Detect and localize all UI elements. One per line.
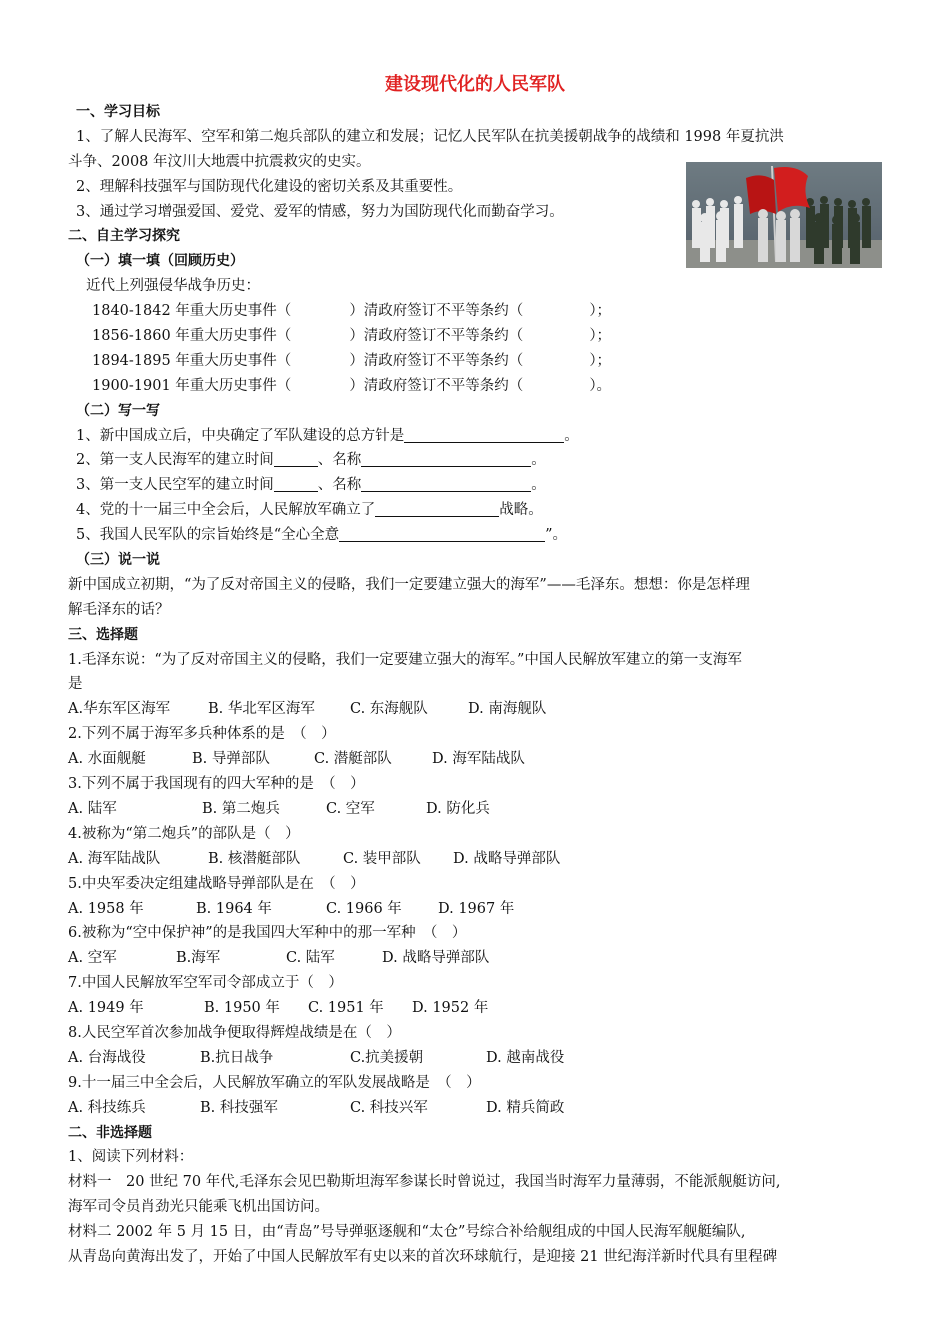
choice-option[interactable]: B.海军 — [176, 950, 221, 967]
choice-option[interactable]: B. 导弹部队 — [192, 751, 270, 768]
choice-option[interactable]: C. 东海舰队 — [350, 701, 428, 718]
write-question-2 — [68, 448, 883, 473]
choice-option[interactable]: C.抗美援朝 — [350, 1049, 424, 1066]
question-text: 、名称 — [317, 477, 362, 494]
choice-option[interactable]: B.抗日战争 — [200, 1049, 274, 1066]
choice-options — [68, 847, 883, 872]
choice-option[interactable]: B. 科技强军 — [200, 1099, 278, 1116]
section-heading-choice: 三、选择题 — [68, 626, 138, 643]
question-end: ”。 — [545, 527, 568, 544]
choice-option[interactable]: D. 精兵简政 — [486, 1099, 565, 1116]
history-row-end: ）。 — [589, 377, 612, 394]
choice-question-stem: 6.被称为“空中保护神”的是我国四大军种中的那一军种 （ ） — [68, 925, 467, 942]
choice-options — [68, 897, 883, 922]
section-heading-goals: 一、学习目标 — [76, 104, 160, 120]
choice-options — [68, 1096, 883, 1121]
history-row-years: 1856-1860 年重大历史事件（ — [92, 328, 292, 345]
choice-option[interactable]: C. 装甲部队 — [343, 850, 421, 867]
choice-options — [68, 797, 883, 822]
history-row-treaty: ）清政府签订不平等条约（ — [349, 352, 524, 369]
question-end: 战略。 — [499, 502, 543, 519]
choice-options — [68, 996, 883, 1021]
choice-option[interactable]: C. 陆军 — [286, 950, 335, 967]
history-row-treaty: ）清政府签订不平等条约（ — [349, 303, 524, 320]
write-question-1 — [68, 424, 883, 449]
subheading-fill: （一）填一填（回顾历史） — [76, 253, 244, 270]
goal-3: 3、通过学习增强爱国、爱党、爱军的情感，努力为国防现代化而勤奋学习。 — [76, 203, 564, 220]
question-end: 。 — [564, 427, 579, 444]
history-row-years: 1900-1901 年重大历史事件（ — [92, 377, 292, 394]
question-text: 5、我国人民军队的宗旨始终是“全心全意 — [76, 527, 340, 544]
choice-options — [68, 697, 883, 722]
choice-option[interactable]: A. 空军 — [68, 950, 117, 967]
choice-option[interactable]: A. 海军陆战队 — [68, 850, 161, 867]
choice-option[interactable]: A. 陆军 — [68, 800, 117, 817]
choice-option[interactable]: C. 潜艇部队 — [314, 751, 392, 768]
history-row-years: 1840-1842 年重大历史事件（ — [92, 303, 292, 320]
choice-option[interactable]: D. 海军陆战队 — [432, 751, 525, 768]
choice-option[interactable]: D. 1952 年 — [412, 1000, 489, 1017]
goal-1-line-a: 1、了解人民海军、空军和第二炮兵部队的建立和发展；记忆人民军队在抗美援朝战争的战绩和 1998 年夏抗洪 — [76, 128, 784, 145]
choice-option[interactable]: C. 科技兴军 — [350, 1099, 428, 1116]
discuss-text-b: 解毛泽东的话？ — [68, 601, 170, 618]
answer-blank[interactable] — [404, 426, 564, 443]
write-question-4 — [68, 498, 883, 523]
choice-question-stem: 1.毛泽东说：“为了反对帝国主义的侵略，我们一定要建立强大的海军。”中国人民解放军建立的第一支海军 — [68, 651, 742, 668]
choice-question-stem: 3.下列不属于我国现有的四大军种的是 （ ） — [68, 776, 365, 793]
history-row-end: ）； — [589, 303, 612, 320]
page-title: 建设现代化的人民军队 — [385, 74, 565, 95]
answer-blank[interactable] — [339, 525, 545, 542]
choice-question-stem: 4.被称为“第二炮兵”的部队是（ ） — [68, 825, 300, 842]
history-row-end: ）； — [589, 352, 612, 369]
question-text: 、名称 — [317, 452, 362, 469]
choice-option[interactable]: D. 防化兵 — [426, 800, 490, 817]
choice-option[interactable]: D. 1967 年 — [438, 900, 515, 917]
material-2-b: 从青岛向黄海出发了，开始了中国人民解放军有史以来的首次环球航行，是迎接 21 世纪海洋新时代具有里程碑 — [68, 1248, 778, 1265]
choice-option[interactable]: D. 越南战役 — [486, 1049, 565, 1066]
question-end: 。 — [531, 452, 546, 469]
choice-option[interactable]: A. 1949 年 — [68, 1000, 144, 1017]
choice-option[interactable]: A. 台海战役 — [68, 1049, 146, 1066]
section-heading-explore: 二、自主学习探究 — [68, 228, 180, 245]
history-row — [68, 349, 883, 374]
history-row-treaty: ）清政府签订不平等条约（ — [349, 377, 524, 394]
question-text: 2、第一支人民海军的建立时间 — [76, 452, 274, 469]
choice-question-stem: 5.中央军委决定组建战略导弹部队是在 （ ） — [68, 875, 365, 892]
answer-blank[interactable] — [361, 475, 531, 492]
write-question-3 — [68, 473, 883, 498]
choice-option[interactable]: B. 1964 年 — [196, 900, 272, 917]
choice-option[interactable]: A.华东军区海军 — [68, 701, 171, 718]
history-row — [68, 324, 883, 349]
choice-option[interactable]: B. 核潜艇部队 — [208, 850, 301, 867]
answer-blank[interactable] — [274, 450, 318, 467]
write-question-5 — [68, 523, 883, 548]
section-heading-nonchoice: 二、非选择题 — [68, 1124, 152, 1141]
discuss-text-a: 新中国成立初期，“为了反对帝国主义的侵略，我们一定要建立强大的海军”——毛泽东。想想：你是怎样理 — [68, 576, 750, 593]
choice-option[interactable]: A. 1958 年 — [68, 900, 144, 917]
answer-blank[interactable] — [375, 500, 499, 517]
choice-option[interactable]: B. 第二炮兵 — [202, 800, 280, 817]
question-text: 4、党的十一届三中全会后，人民解放军确立了 — [76, 502, 376, 519]
material-2-a: 材料二 2002 年 5 月 15 日，由“青岛”号导弹驱逐舰和“太仓”号综合补给舰组成的中国人民海军舰艇编队, — [68, 1224, 746, 1241]
choice-question-stem: 2.下列不属于海军多兵种体系的是 （ ） — [68, 726, 336, 743]
choice-option[interactable]: A. 水面舰艇 — [68, 751, 146, 768]
choice-option[interactable]: C. 1966 年 — [326, 900, 402, 917]
question-text: 3、第一支人民空军的建立时间 — [76, 477, 274, 494]
history-row-end: ）； — [589, 328, 612, 345]
choice-question-stem: 7.中国人民解放军空军司令部成立于（ ） — [68, 975, 343, 992]
material-1-b: 海军司令员肖劲光只能乘飞机出国访问。 — [68, 1199, 329, 1216]
history-row-treaty: ）清政府签订不平等条约（ — [349, 328, 524, 345]
choice-option[interactable]: A. 科技练兵 — [68, 1099, 146, 1116]
history-row-years: 1894-1895 年重大历史事件（ — [92, 352, 292, 369]
choice-option[interactable]: D. 战略导弹部队 — [453, 850, 561, 867]
choice-question-stem: 9.十一届三中全会后，人民解放军确立的军队发展战略是 （ ） — [68, 1074, 481, 1091]
subheading-write: （二）写一写 — [76, 402, 160, 419]
choice-option[interactable]: B. 华北军区海军 — [208, 701, 315, 718]
goal-1-line-b: 斗争、2008 年汶川大地震中抗震救灾的史实。 — [68, 153, 371, 170]
question-text: 1、新中国成立后，中央确定了军队建设的总方针是 — [76, 427, 405, 444]
choice-options — [68, 1046, 883, 1071]
question-end: 。 — [531, 477, 546, 494]
answer-blank[interactable] — [361, 450, 531, 467]
choice-question-stem-cont: 是 — [68, 676, 83, 693]
fill-intro: 近代上列强侵华战争历史： — [86, 278, 260, 295]
choice-option[interactable]: B. 1950 年 — [204, 1000, 280, 1017]
choice-options — [68, 946, 883, 971]
subheading-discuss: （三）说一说 — [76, 552, 160, 569]
choice-option[interactable]: C. 1951 年 — [308, 1000, 384, 1017]
choice-question-stem: 8.人民空军首次参加战争便取得辉煌战绩是在（ ） — [68, 1024, 401, 1041]
choice-options — [68, 747, 883, 772]
reading-intro: 1、阅读下列材料： — [68, 1149, 194, 1166]
material-1-a: 材料一 20 世纪 70 年代,毛泽东会见巴勒斯坦海军参谋长时曾说过，我国当时海军力量薄弱，不能派舰艇访问, — [68, 1174, 781, 1191]
goal-2: 2、理解科技强军与国防现代化建设的密切关系及其重要性。 — [76, 178, 463, 195]
history-row — [68, 299, 883, 324]
history-row — [68, 374, 883, 399]
choice-option[interactable]: D. 南海舰队 — [468, 701, 547, 718]
choice-option[interactable]: C. 空军 — [326, 800, 375, 817]
choice-option[interactable]: D. 战略导弹部队 — [382, 950, 490, 967]
answer-blank[interactable] — [274, 475, 318, 492]
